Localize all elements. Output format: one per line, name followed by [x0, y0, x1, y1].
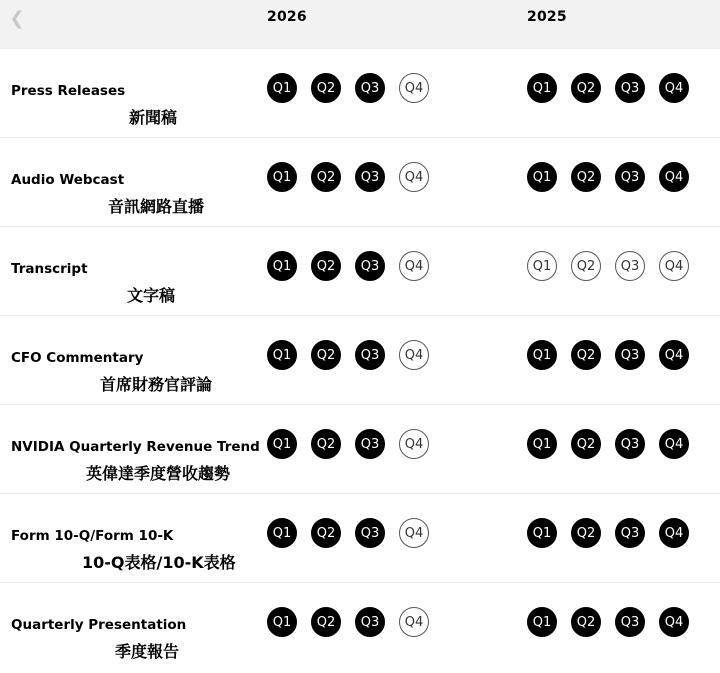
- row-label-form-10-q-form-10-k: Form 10-Q/Form 10-K: [11, 528, 174, 544]
- quarter-button-2025-q1[interactable]: Q1: [527, 162, 557, 192]
- quarter-button-2025-q3: Q3: [615, 251, 645, 281]
- table-row: [0, 404, 720, 494]
- quarter-button-2026-q1[interactable]: Q1: [267, 607, 297, 637]
- quarter-button-2026-q1[interactable]: Q1: [267, 162, 297, 192]
- table-row: [0, 493, 720, 583]
- quarter-button-2025-q3[interactable]: Q3: [615, 162, 645, 192]
- row-label-press-releases: Press Releases: [11, 83, 126, 99]
- quarter-button-2025-q1[interactable]: Q1: [527, 518, 557, 548]
- quarter-button-2026-q3[interactable]: Q3: [355, 162, 385, 192]
- table-row: [0, 315, 720, 405]
- quarter-button-2025-q4[interactable]: Q4: [659, 73, 689, 103]
- quarter-button-2025-q2[interactable]: Q2: [571, 429, 601, 459]
- quarter-button-2025-q1[interactable]: Q1: [527, 607, 557, 637]
- row-label-translation: 新聞稿: [129, 108, 178, 127]
- quarter-button-2026-q2[interactable]: Q2: [311, 429, 341, 459]
- quarter-button-2026-q2[interactable]: Q2: [311, 73, 341, 103]
- quarter-button-2025-q3[interactable]: Q3: [615, 340, 645, 370]
- quarter-button-2026-q1[interactable]: Q1: [267, 429, 297, 459]
- quarter-button-2026-q3[interactable]: Q3: [355, 518, 385, 548]
- quarter-button-2025-q4: Q4: [659, 251, 689, 281]
- quarter-button-2025-q4[interactable]: Q4: [659, 607, 689, 637]
- quarter-button-2025-q2[interactable]: Q2: [571, 607, 601, 637]
- table-header: [0, 0, 720, 48]
- row-label-transcript: Transcript: [11, 261, 88, 277]
- quarter-button-2026-q3[interactable]: Q3: [355, 429, 385, 459]
- quarter-button-2025-q1[interactable]: Q1: [527, 340, 557, 370]
- quarter-button-2026-q2[interactable]: Q2: [311, 162, 341, 192]
- quarter-button-2026-q4: Q4: [399, 162, 429, 192]
- row-label-translation: 文字稿: [127, 286, 176, 305]
- quarter-button-2025-q1: Q1: [527, 251, 557, 281]
- quarter-button-2026-q3[interactable]: Q3: [355, 340, 385, 370]
- quarter-button-2026-q2[interactable]: Q2: [311, 251, 341, 281]
- table-row: [0, 137, 720, 227]
- chevron-left-icon[interactable]: ❮: [9, 8, 25, 28]
- quarter-button-2026-q3[interactable]: Q3: [355, 251, 385, 281]
- row-label-nvidia-quarterly-revenue-trend: NVIDIA Quarterly Revenue Trend: [11, 439, 260, 455]
- quarter-button-2026-q4: Q4: [399, 518, 429, 548]
- quarter-button-2026-q1[interactable]: Q1: [267, 518, 297, 548]
- year-header-2025: 2025: [527, 9, 567, 25]
- row-label-translation: 音訊網路直播: [108, 197, 205, 216]
- year-header-2026: 2026: [267, 9, 307, 25]
- quarter-button-2025-q4[interactable]: Q4: [659, 429, 689, 459]
- table-row: [0, 48, 720, 138]
- quarter-button-2025-q1[interactable]: Q1: [527, 429, 557, 459]
- quarter-button-2025-q3[interactable]: Q3: [615, 607, 645, 637]
- quarter-button-2026-q2[interactable]: Q2: [311, 340, 341, 370]
- table-row: [0, 226, 720, 316]
- quarter-button-2025-q4[interactable]: Q4: [659, 340, 689, 370]
- row-label-audio-webcast: Audio Webcast: [11, 172, 125, 188]
- quarter-button-2025-q3[interactable]: Q3: [615, 518, 645, 548]
- quarter-button-2026-q4: Q4: [399, 607, 429, 637]
- quarter-button-2025-q2[interactable]: Q2: [571, 162, 601, 192]
- quarter-button-2025-q4[interactable]: Q4: [659, 162, 689, 192]
- quarter-button-2025-q2[interactable]: Q2: [571, 73, 601, 103]
- row-label-cfo-commentary: CFO Commentary: [11, 350, 144, 366]
- quarter-button-2026-q3[interactable]: Q3: [355, 73, 385, 103]
- quarter-button-2026-q4: Q4: [399, 429, 429, 459]
- quarter-button-2026-q2[interactable]: Q2: [311, 607, 341, 637]
- quarter-button-2026-q4: Q4: [399, 340, 429, 370]
- row-label-translation: 英偉達季度營收趨勢: [86, 464, 231, 483]
- quarter-button-2026-q2[interactable]: Q2: [311, 518, 341, 548]
- quarter-button-2026-q3[interactable]: Q3: [355, 607, 385, 637]
- table-row: [0, 582, 720, 672]
- quarter-button-2026-q1[interactable]: Q1: [267, 251, 297, 281]
- quarter-button-2025-q2[interactable]: Q2: [571, 518, 601, 548]
- row-label-translation: 10-Q表格/10-K表格: [82, 553, 236, 572]
- row-label-quarterly-presentation: Quarterly Presentation: [11, 617, 187, 633]
- quarter-button-2026-q4: Q4: [399, 73, 429, 103]
- quarter-button-2025-q2: Q2: [571, 251, 601, 281]
- quarter-button-2026-q4: Q4: [399, 251, 429, 281]
- quarter-button-2025-q2[interactable]: Q2: [571, 340, 601, 370]
- quarter-button-2026-q1[interactable]: Q1: [267, 73, 297, 103]
- quarter-button-2025-q3[interactable]: Q3: [615, 73, 645, 103]
- quarter-button-2025-q4[interactable]: Q4: [659, 518, 689, 548]
- row-label-translation: 季度報告: [115, 642, 180, 661]
- quarter-button-2025-q1[interactable]: Q1: [527, 73, 557, 103]
- row-label-translation: 首席財務官評論: [100, 375, 213, 394]
- quarter-button-2025-q3[interactable]: Q3: [615, 429, 645, 459]
- quarter-button-2026-q1[interactable]: Q1: [267, 340, 297, 370]
